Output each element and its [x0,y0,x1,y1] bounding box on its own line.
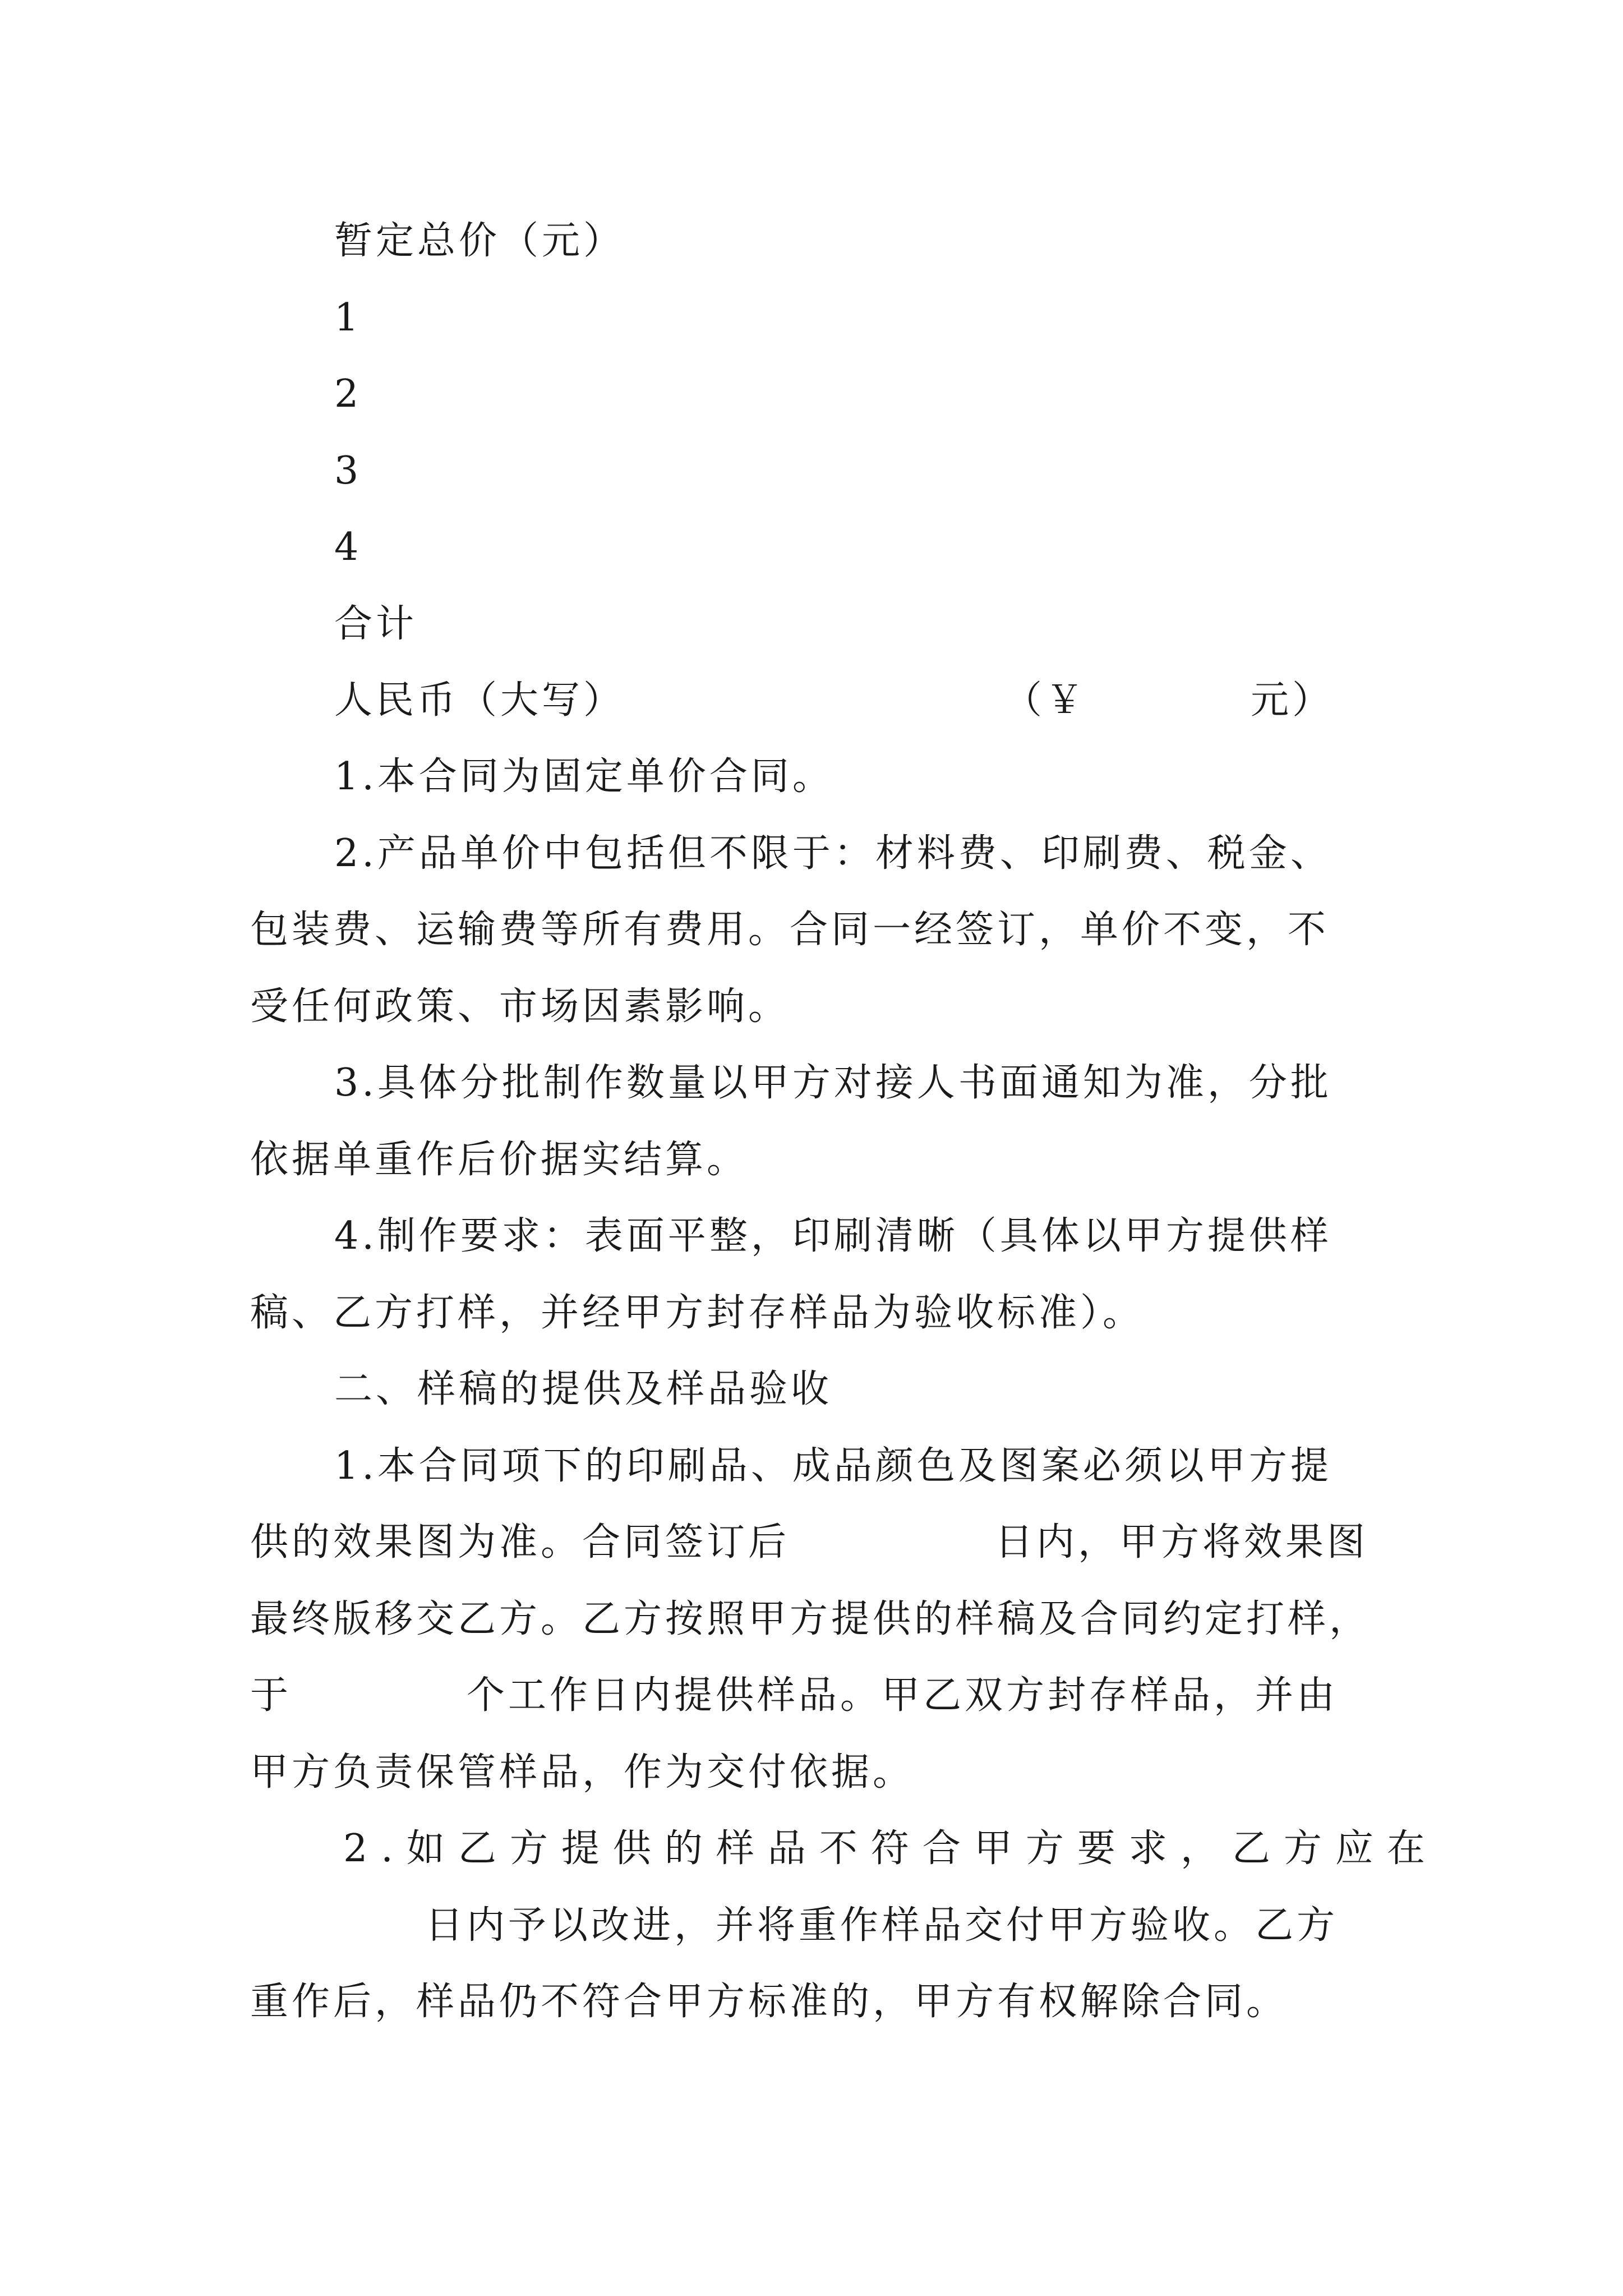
clause-2-line-1: 2.产品单价中包括但不限于：材料费、印刷费、税金、 [334,831,1332,876]
clause-3-line-1: 3.具体分批制作数量以甲方对接人书面通知为准，分批 [334,1061,1332,1105]
section-2-p1-line-4b: 个工作日内提供样品。甲乙双方封存样品，并由 [467,1673,1339,1718]
section-2-p1-line-2a: 供的效果图为准。合同签订后 [250,1520,790,1565]
clause-1: 1.本合同为固定单价合同。 [334,754,834,799]
price-total-label: 合计 [334,602,418,646]
clause-4-line-2: 稿、乙方打样，并经甲方封存样品为验收标准）。 [250,1291,1145,1335]
section-2-p1-line-5: 甲方负责保管样品，作为交付依据。 [250,1750,915,1795]
section-2-p1-line-2b: 日内，甲方将效果图 [995,1520,1369,1565]
section-2-p2-line-3: 重作后，样品仍不符合甲方标准的，甲方有权解除合同。 [250,1980,1288,2024]
price-row-4: 4 [334,525,362,569]
rmb-label: 人民币（大写） [334,678,625,723]
section-2-p1-line-4a: 于 [250,1673,292,1718]
price-row-2: 2 [334,372,362,416]
section-2-p2-line-2: 日内予以改进，并将重作样品交付甲方验收。乙方 [425,1903,1339,1948]
section-2-p1-line-1: 1.本合同项下的印刷品、成品颜色及图案必须以甲方提 [334,1444,1332,1488]
rmb-amount-open: （￥ [1004,678,1087,723]
clause-3-line-2: 依据单重作后价据实结算。 [250,1138,749,1182]
price-row-3: 3 [334,449,362,493]
section-2-p2-line-1: 2.如乙方提供的样品不符合甲方要求，乙方应在 [343,1826,1438,1871]
price-table-header: 暂定总价（元） [334,219,625,263]
clause-4-line-1: 4.制作要求：表面平整，印刷清晰（具体以甲方提供样 [334,1214,1332,1258]
clause-2-line-2: 包装费、运输费等所有费用。合同一经签订，单价不变，不 [250,908,1330,952]
clause-2-line-3: 受任何政策、市场因素影响。 [250,984,790,1029]
rmb-amount-close: 元） [1251,678,1334,723]
section-2-heading: 二、样稿的提供及样品验收 [334,1367,833,1411]
section-2-p1-line-3: 最终版移交乙方。乙方按照甲方提供的样稿及合同约定打样， [250,1597,1371,1641]
price-row-1: 1 [334,296,362,340]
